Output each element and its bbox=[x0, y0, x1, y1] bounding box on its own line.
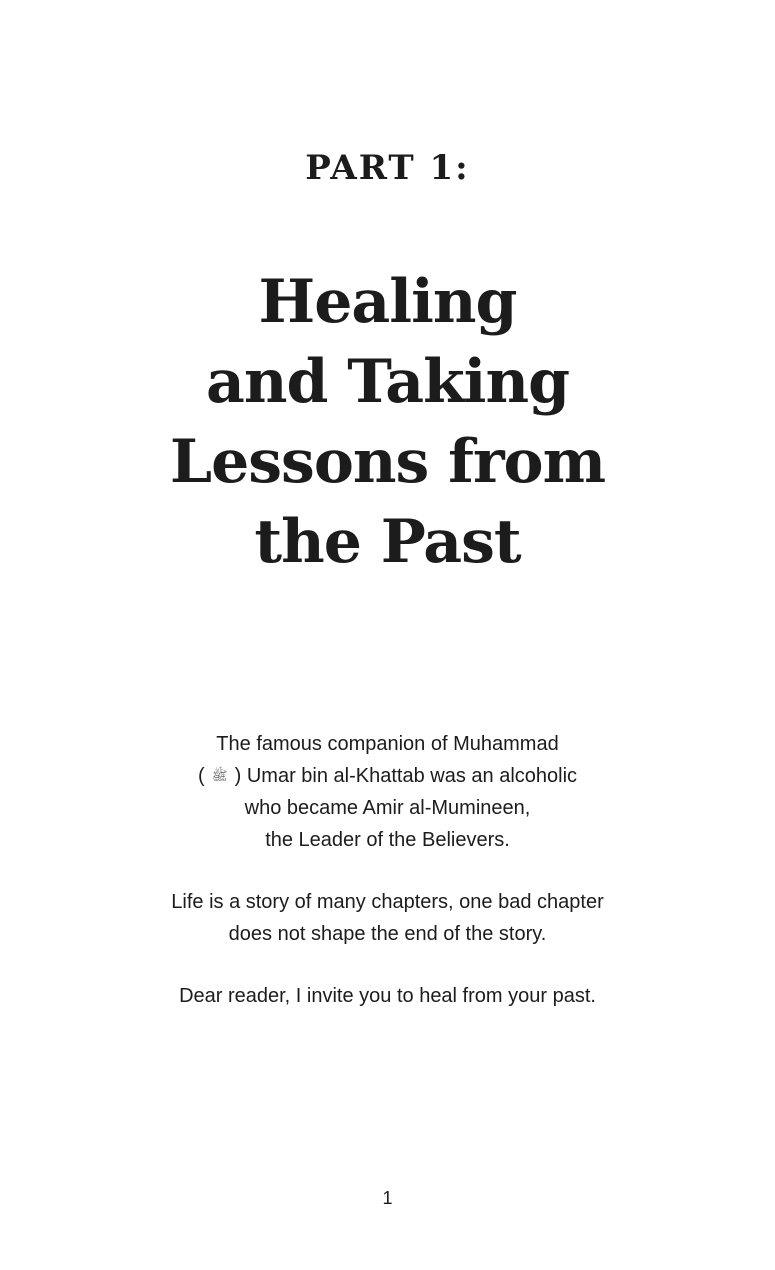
salawat-honorific-icon: ﷺ bbox=[211, 769, 228, 785]
text-line: The famous companion of Muhammad bbox=[216, 733, 559, 755]
body-text bbox=[0, 728, 775, 1042]
paragraph-umar bbox=[0, 728, 775, 856]
text-line bbox=[0, 760, 775, 792]
text-line: does not shape the end of the story. bbox=[228, 923, 547, 945]
chapter-title bbox=[0, 262, 775, 582]
title-line: Healing bbox=[258, 267, 517, 337]
title-line: and Taking bbox=[205, 347, 570, 417]
paragraph-invitation bbox=[0, 980, 775, 1012]
text-line: the Leader of the Believers. bbox=[265, 829, 510, 851]
title-line: the Past bbox=[254, 507, 521, 577]
text-fragment: ) Umar bin al-Khattab was an alcoholic bbox=[234, 765, 578, 787]
text-line: Dear reader, I invite you to heal from your past. bbox=[179, 985, 596, 1007]
page-number: 1 bbox=[382, 1188, 393, 1208]
title-line: Lessons from bbox=[169, 427, 606, 497]
part-label: PART 1: bbox=[305, 148, 470, 188]
text-line: Life is a story of many chapters, one bad chapter bbox=[171, 891, 604, 913]
open-paren: ( bbox=[197, 765, 205, 787]
paragraph-chapters bbox=[0, 886, 775, 950]
text-line: who became Amir al-Mumineen, bbox=[244, 797, 531, 819]
